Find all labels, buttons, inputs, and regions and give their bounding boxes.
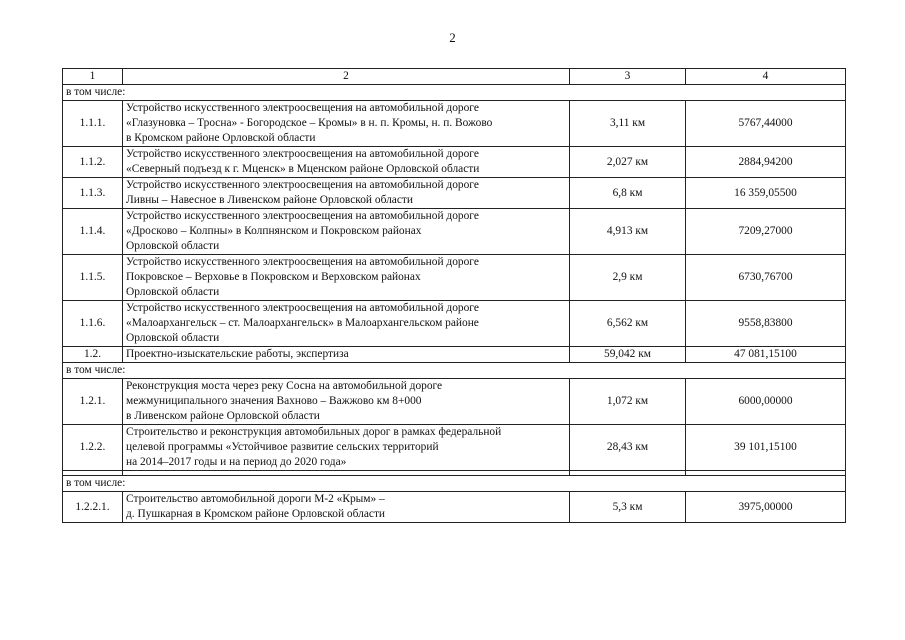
item-cost: 6000,00000	[686, 379, 846, 425]
item-number: 1.1.1.	[63, 101, 123, 147]
item-length: 2,027 км	[570, 147, 686, 178]
description-line: Орловской области	[126, 286, 220, 298]
column-number-row	[63, 69, 846, 85]
program-table	[62, 68, 846, 523]
item-description	[123, 178, 570, 209]
table-row	[63, 209, 846, 255]
description-line: Орловской области	[126, 332, 220, 344]
description-line: Устройство искусственного электроосвещения на автомобильной дороге	[126, 179, 479, 191]
item-description	[123, 347, 570, 363]
table-row	[63, 301, 846, 347]
item-number: 1.2.2.1.	[63, 492, 123, 523]
description-line: «Малоархангельск – ст. Малоархангельск» в Малоархангельском районе	[126, 317, 479, 329]
column-number: 2	[123, 69, 570, 85]
column-number: 3	[570, 69, 686, 85]
item-length: 59,042 км	[570, 347, 686, 363]
item-length: 28,43 км	[570, 425, 686, 471]
description-line: Устройство искусственного электроосвещения на автомобильной дороге	[126, 102, 479, 114]
item-length: 6,8 км	[570, 178, 686, 209]
item-length: 3,11 км	[570, 101, 686, 147]
item-description	[123, 255, 570, 301]
item-cost: 39 101,15100	[686, 425, 846, 471]
description-line: межмуниципального значения Вахново – Важжово км 8+000	[126, 395, 422, 407]
item-description	[123, 147, 570, 178]
item-number: 1.1.5.	[63, 255, 123, 301]
description-line: Проектно-изыскательские работы, экспертиза	[126, 348, 349, 360]
table-row	[63, 101, 846, 147]
item-cost: 9558,83800	[686, 301, 846, 347]
description-line: Устройство искусственного электроосвещения на автомобильной дороге	[126, 148, 479, 160]
subsection-row	[63, 363, 846, 379]
item-number: 1.1.3.	[63, 178, 123, 209]
item-description	[123, 492, 570, 523]
table-row	[63, 347, 846, 363]
item-cost: 6730,76700	[686, 255, 846, 301]
item-cost: 5767,44000	[686, 101, 846, 147]
item-cost: 2884,94200	[686, 147, 846, 178]
description-line: Устройство искусственного электроосвещения на автомобильной дороге	[126, 302, 479, 314]
item-length: 6,562 км	[570, 301, 686, 347]
item-cost: 3975,00000	[686, 492, 846, 523]
description-line: д. Пушкарная в Кромском районе Орловской области	[126, 508, 386, 520]
table-row	[63, 147, 846, 178]
description-line: на 2014–2017 годы и на период до 2020 года»	[126, 456, 347, 468]
item-number: 1.1.2.	[63, 147, 123, 178]
table-row	[63, 492, 846, 523]
item-description	[123, 301, 570, 347]
item-length: 1,072 км	[570, 379, 686, 425]
subsection-label: в том числе:	[63, 363, 846, 379]
table-row	[63, 379, 846, 425]
description-line: «Глазуновка – Тросна» - Богородское – Кромы» в н. п. Кромы, н. п. Вожово	[126, 117, 493, 129]
subsection-row	[63, 85, 846, 101]
item-cost: 47 081,15100	[686, 347, 846, 363]
page-number: 2	[449, 30, 456, 45]
item-description	[123, 209, 570, 255]
description-line: Устройство искусственного электроосвещения на автомобильной дороге	[126, 256, 479, 268]
table-row	[63, 255, 846, 301]
item-length: 4,913 км	[570, 209, 686, 255]
item-number: 1.2.1.	[63, 379, 123, 425]
item-length: 5,3 км	[570, 492, 686, 523]
description-line: «Северный подъезд к г. Мценск» в Мценском районе Орловской области	[126, 163, 480, 175]
table-row	[63, 425, 846, 471]
item-number: 1.1.4.	[63, 209, 123, 255]
item-number: 1.1.6.	[63, 301, 123, 347]
description-line: в Ливенском районе Орловской области	[126, 410, 320, 422]
description-line: Реконструкция моста через реку Сосна на автомобильной дороге	[126, 380, 443, 392]
column-number: 1	[63, 69, 123, 85]
subsection-label: в том числе:	[63, 476, 846, 492]
item-description	[123, 379, 570, 425]
item-description	[123, 101, 570, 147]
item-length: 2,9 км	[570, 255, 686, 301]
description-line: Строительство и реконструкция автомобильных дорог в рамках федеральной	[126, 426, 502, 438]
description-line: Орловской области	[126, 240, 220, 252]
description-line: в Кромском районе Орловской области	[126, 132, 316, 144]
description-line: Ливны – Навесное в Ливенском районе Орловской области	[126, 194, 413, 206]
table-row	[63, 178, 846, 209]
column-number: 4	[686, 69, 846, 85]
description-line: «Дросково – Колпны» в Колпнянском и Покровском районах	[126, 225, 422, 237]
item-cost: 7209,27000	[686, 209, 846, 255]
item-number: 1.2.	[63, 347, 123, 363]
subsection-row	[63, 476, 846, 492]
item-number: 1.2.2.	[63, 425, 123, 471]
description-line: целевой программы «Устойчивое развитие сельских территорий	[126, 441, 439, 453]
subsection-label: в том числе:	[63, 85, 846, 101]
description-line: Строительство автомобильной дороги М-2 «Крым» –	[126, 493, 385, 505]
description-line: Покровское – Верховье в Покровском и Верховском районах	[126, 271, 421, 283]
item-cost: 16 359,05500	[686, 178, 846, 209]
description-line: Устройство искусственного электроосвещения на автомобильной дороге	[126, 210, 479, 222]
item-description	[123, 425, 570, 471]
